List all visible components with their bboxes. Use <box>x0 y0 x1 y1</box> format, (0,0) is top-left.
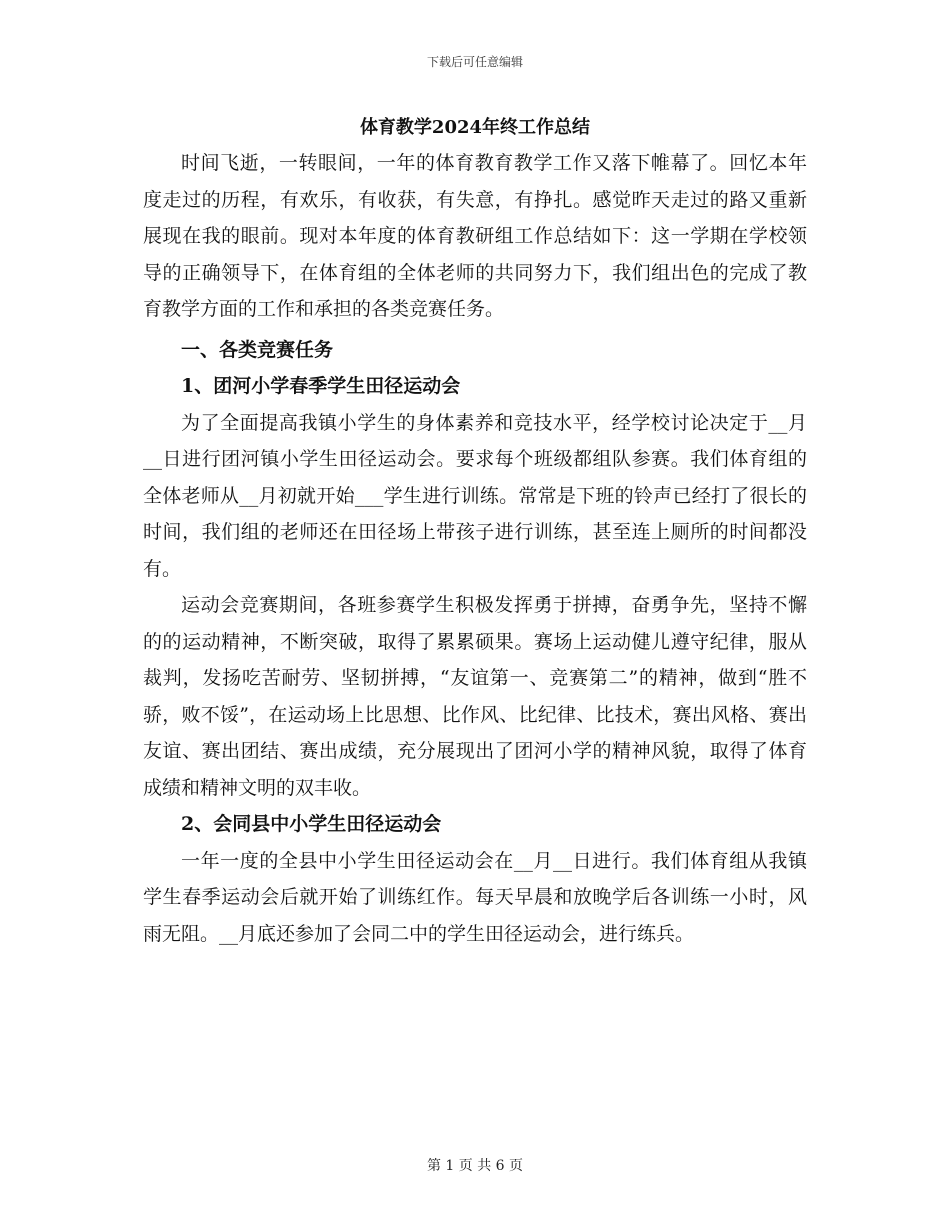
section-heading: 一、各类竞赛任务 <box>181 338 334 361</box>
page-number: 第 1 页 共 6 页 <box>426 1158 524 1174</box>
document-body <box>143 113 807 952</box>
document-title: 体育教学2024年终工作总结 <box>359 117 591 138</box>
body-paragraph: 运动会竞赛期间，各班参赛学生积极发挥勇于拼搏，奋勇争先，坚持不懈的的运动精神，不断突破，取得了累累硕果。赛场上运动健儿遵守纪律，服从裁判，发扬吃苦耐劳、坚韧拼搏，“友谊第一、竞赛第二”的精神，做到“胜不骄，败不馁”，在运动场上比思想、比作风、比纪律、比技术，赛出风格、赛出友谊、赛出团结、赛出成绩，充分展现出了团河小学的精神风貌，取得了体育成绩和精神文明的双丰收。 <box>143 594 807 799</box>
body-paragraph: 为了全面提高我镇小学生的身体素养和竞技水平，经学校讨论决定于__月__日进行团河镇小学生田径运动会。要求每个班级都组队参赛。我们体育组的全体老师从__月初就开始___学生进行训练。常常是下班的铃声已经打了很长的时间，我们组的老师还在田径场上带孩子进行训练，甚至连上厕所的时间都没有。 <box>143 411 807 580</box>
body-paragraph: 一年一度的全县中小学生田径运动会在__月__日进行。我们体育组从我镇学生春季运动会后就开始了训练红作。每天早晨和放晚学后各训练一小时，风雨无阻。__月底还参加了会同二中的学生田径运动会，进行练兵。 <box>143 849 807 945</box>
header-note: 下载后可任意编辑 <box>426 55 523 69</box>
intro-paragraph: 时间飞逝，一转眼间，一年的体育教育教学工作又落下帷幕了。回忆本年度走过的历程，有欢乐，有收获，有失意，有挣扎。感觉昨天走过的路又重新展现在我的眼前。现对本年度的体育教研组工作总结如下：这一学期在学校领导的正确领导下，在体育组的全体老师的共同努力下，我们组出色的完成了教育教学方面的工作和承担的各类竞赛任务。 <box>143 152 807 320</box>
subsection-heading: 2、会同县中小学生田径运动会 <box>181 813 442 835</box>
subsection-heading: 1、团河小学春季学生田径运动会 <box>181 375 461 397</box>
